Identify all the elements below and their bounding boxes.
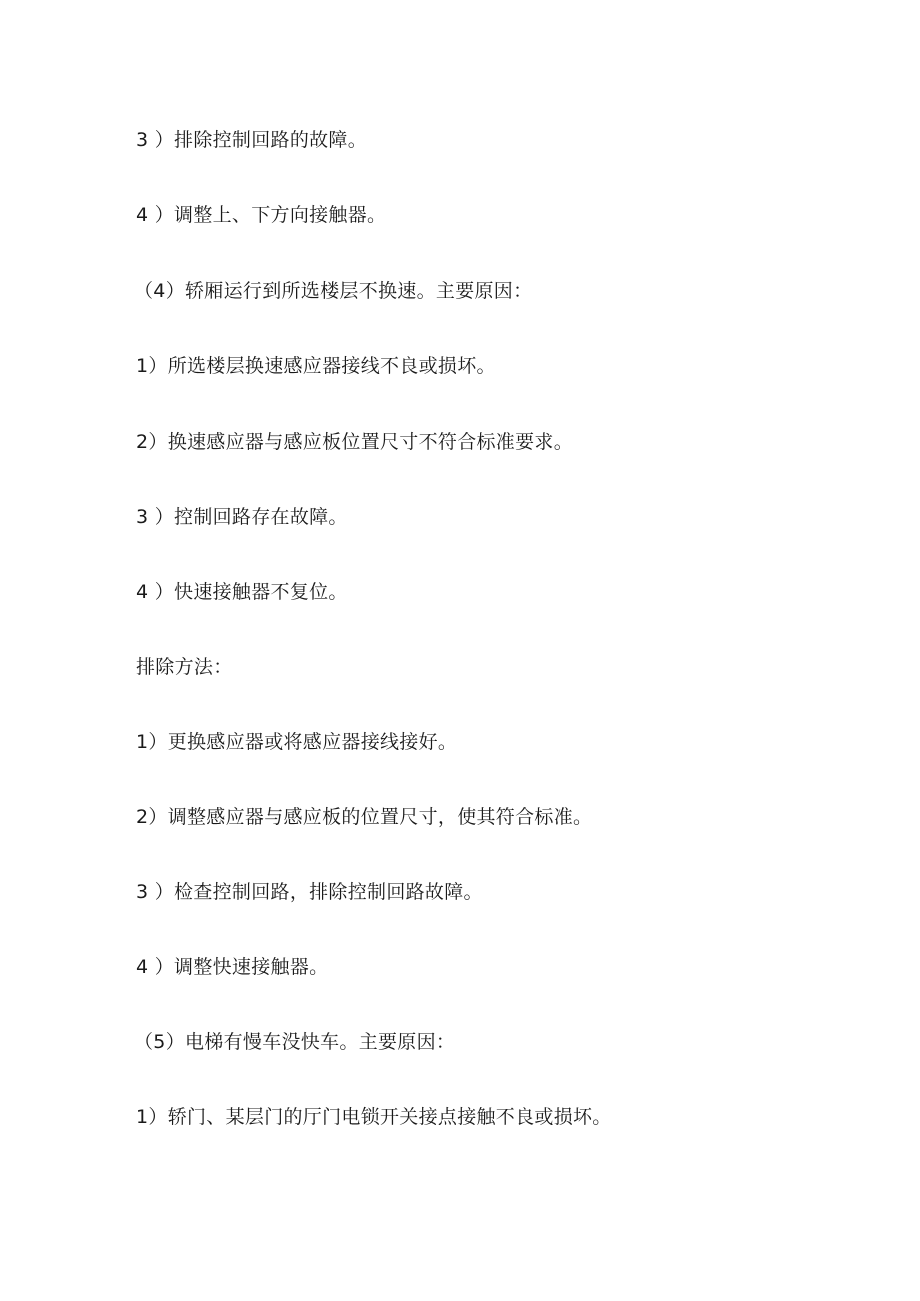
text-line-12: 4 ）调整快速接触器。 <box>136 956 329 978</box>
subheading-remedy: 排除方法： <box>136 656 233 678</box>
text-line-5: 2）换速感应器与感应板位置尺寸不符合标准要求。 <box>136 431 573 453</box>
text-line-4: 1）所选楼层换速感应器接线不良或损坏。 <box>136 355 496 377</box>
text-line-7: 4 ）快速接触器不复位。 <box>136 581 348 603</box>
section-heading-5: （5）电梯有慢车没快车。主要原因： <box>134 1031 456 1053</box>
text-line-10: 2）调整感应器与感应板的位置尺寸，使其符合标准。 <box>136 806 593 828</box>
section-heading-4: （4）轿厢运行到所选楼层不换速。主要原因： <box>134 280 533 302</box>
text-line-6: 3 ）控制回路存在故障。 <box>136 506 348 528</box>
text-line-2: 4 ）调整上、下方向接触器。 <box>136 204 387 226</box>
text-line-14: 1）轿门、某层门的厅门电锁开关接点接触不良或损坏。 <box>136 1106 612 1128</box>
text-line-1: 3 ）排除控制回路的故障。 <box>136 129 368 151</box>
text-line-11: 3 ）检查控制回路，排除控制回路故障。 <box>136 881 483 903</box>
text-line-9: 1）更换感应器或将感应器接线接好。 <box>136 731 458 753</box>
